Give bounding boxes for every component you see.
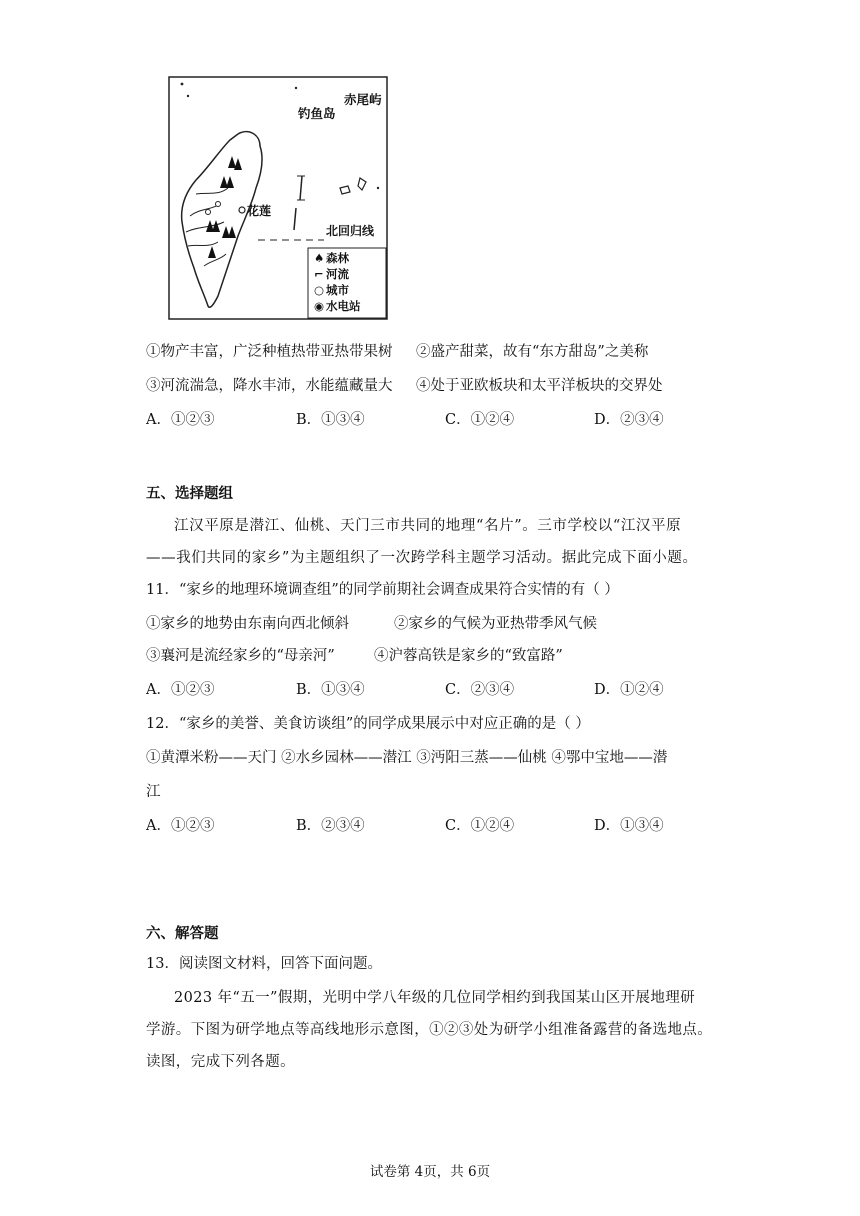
page-footer: 试卷第 4页，共 6页 — [369, 1164, 491, 1180]
legend-river: ⌐ 河流 — [314, 267, 349, 281]
q11-statement-2: ②家乡的气候为亚热带季风气候 — [394, 616, 597, 632]
section-5-title: 五、选择题组 — [146, 485, 233, 502]
taiwan-map-figure — [168, 76, 388, 320]
city-icon: ○ — [314, 283, 325, 297]
legend-city: ○ 城市 — [314, 283, 349, 297]
q11-statement-row-1 — [146, 614, 597, 634]
q12-statements-line-2: 江 — [146, 784, 161, 800]
q10-statement-3: ③河流湍急，降水丰沛，水能蕴藏量大 — [146, 378, 393, 394]
q12-option-c[interactable]: C．①②④ — [445, 818, 515, 834]
q11-option-b[interactable]: B．①③④ — [296, 682, 365, 698]
q11-statement-row-2 — [146, 646, 563, 666]
q11-stem: 11．“家乡的地理环境调查组”的同学前期社会调查成果符合实情的有（ ） — [146, 582, 619, 598]
map-label-hualien: 花莲 — [247, 204, 272, 218]
q11-option-a[interactable]: A．①②③ — [146, 682, 215, 698]
q12-option-b[interactable]: B．②③④ — [296, 818, 365, 834]
q10-option-c[interactable]: C．①②④ — [445, 412, 515, 428]
q10-option-a[interactable]: A．①②③ — [146, 412, 215, 428]
q13-paragraph-1: 2023 年“五一”假期，光明中学八年级的几位同学相约到我国某山区开展地理研 — [174, 990, 696, 1006]
q10-statement-row-1 — [146, 342, 649, 362]
q10-option-d[interactable]: D．②③④ — [594, 412, 664, 428]
q10-statement-row-2 — [146, 376, 663, 396]
q11-option-c[interactable]: C．②③④ — [445, 682, 515, 698]
map-label-chiwei: 赤尾屿 — [344, 92, 382, 107]
q12-option-a[interactable]: A．①②③ — [146, 818, 215, 834]
section-5-intro-1: 江汉平原是潜江、仙桃、天门三市共同的地理“名片”。三市学校以“江汉平原 — [174, 518, 682, 534]
river-icon: ⌐ — [314, 267, 324, 281]
q12-statements-line-1: ①黄潭米粉——天门 ②水乡园林——潜江 ③沔阳三蒸——仙桃 ④鄂中宝地——潜 — [146, 750, 668, 766]
q10-statement-2: ②盛产甜菜，故有“东方甜岛”之美称 — [416, 344, 649, 360]
map-label-diaoyu: 钓鱼岛 — [298, 106, 336, 121]
q12-stem: 12．“家乡的美誉、美食访谈组”的同学成果展示中对应正确的是（ ） — [146, 716, 590, 732]
q11-statement-4: ④沪蓉高铁是家乡的“致富路” — [374, 648, 563, 664]
q11-option-d[interactable]: D．①②④ — [594, 682, 664, 698]
q10-option-b[interactable]: B．①③④ — [296, 412, 365, 428]
q13-stem: 13．阅读图文材料，回答下面问题。 — [146, 956, 382, 972]
q13-paragraph-3: 读图，完成下列各题。 — [146, 1054, 295, 1070]
q11-statement-3: ③襄河是流经家乡的“母亲河” — [146, 648, 335, 664]
q12-option-d[interactable]: D．①③④ — [594, 818, 664, 834]
legend-forest: ♠ 森林 — [314, 251, 349, 265]
q10-statement-4: ④处于亚欧板块和太平洋板块的交界处 — [416, 378, 663, 394]
q11-statement-1: ①家乡的地势由东南向西北倾斜 — [146, 616, 349, 632]
q10-statement-1: ①物产丰富，广泛种植热带亚热带果树 — [146, 344, 393, 360]
section-6-title: 六、解答题 — [146, 925, 219, 942]
hydropower-icon: ◉ — [314, 299, 325, 313]
map-legend — [314, 250, 361, 314]
map-label-tropic: 北回归线 — [326, 224, 375, 238]
forest-icon: ♠ — [314, 251, 325, 265]
q13-paragraph-2: 学游。下图为研学地点等高线地形示意图，①②③处为研学小组准备露营的备选地点。 — [146, 1022, 713, 1038]
legend-hydropower: ◉ 水电站 — [314, 299, 361, 313]
section-5-intro-2: ——我们共同的家乡”为主题组织了一次跨学科主题学习活动。据此完成下面小题。 — [146, 550, 698, 566]
